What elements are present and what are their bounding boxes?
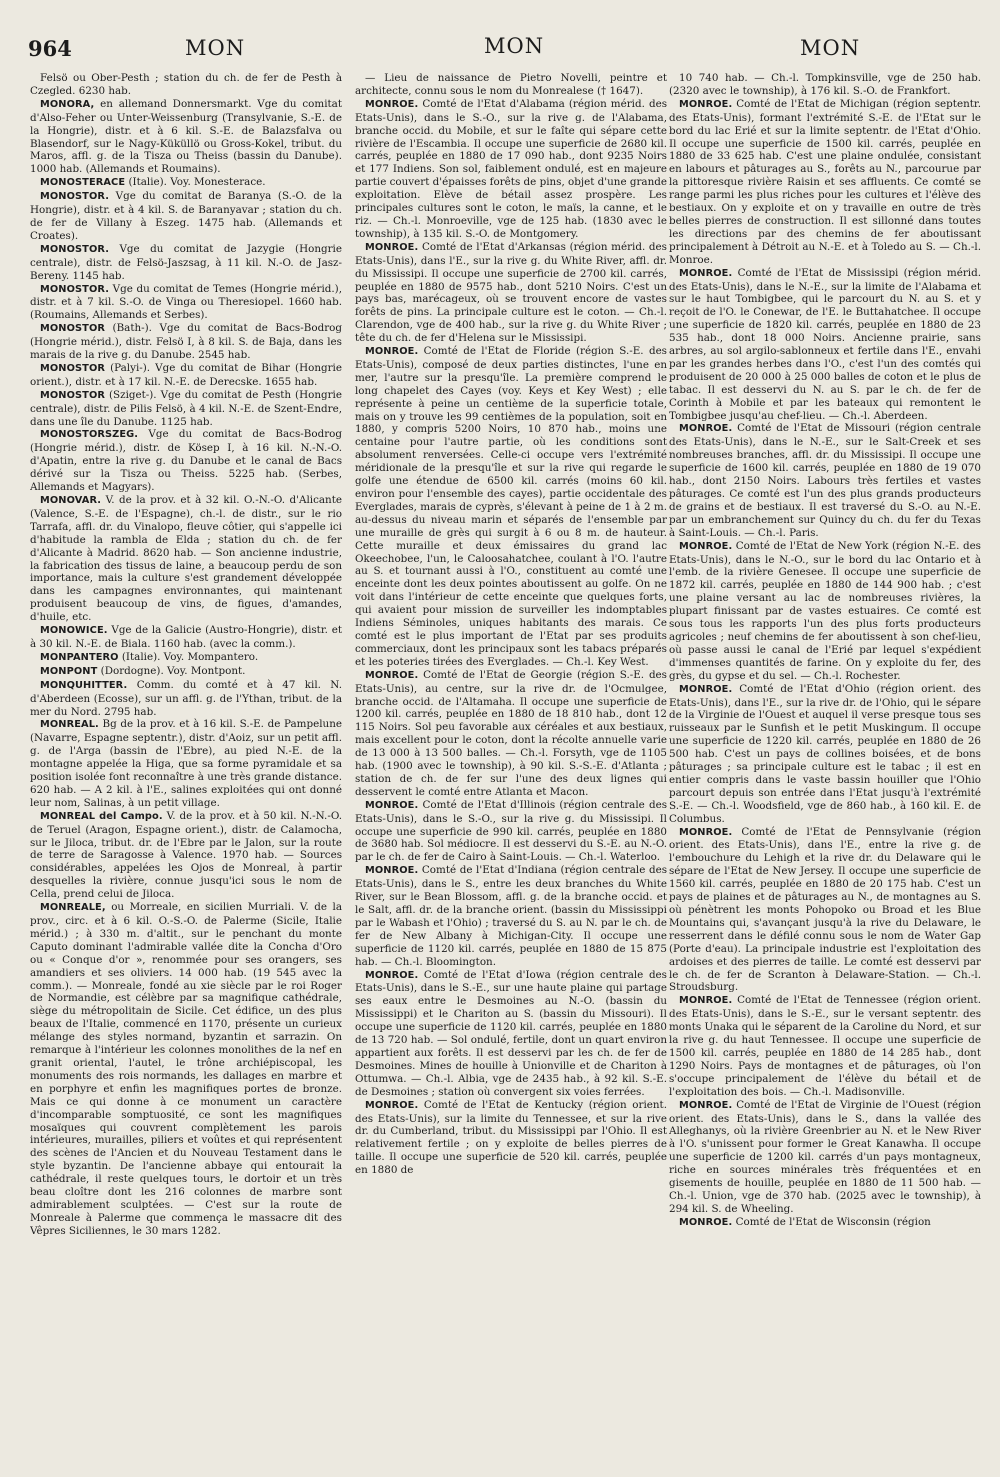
- entry-text: (Palyi-). Vge du comitat de Bihar (Hongrie orient.), distr. et à 17 kil. N.-E. de Derecske. 1655 hab.: [30, 361, 342, 388]
- entry-text: Comté de l'Etat de Tennessee (région orient. des Etats-Unis), dans le S.-E., sur le versant septentr. des monts Unaka qui le séparent de la Caroline du Nord, et sur la rive g. du haut Tennessee. Il occupe une superficie de 1500 kil. carrés, peuplée en 1880 de 14 285 hab., dont 1290 Noirs. Pays de montagnes et de pâturages, où l'on s'occupe principalement de l'élève du bétail et de l'exploitation des bois. — Ch.-l. Madisonville.: [669, 994, 981, 1098]
- entry-headword: MONROE.: [365, 1099, 419, 1111]
- dictionary-entry: [30, 190, 342, 243]
- dictionary-entry: [355, 1099, 667, 1177]
- entry-text: (Bath-). Vge du comitat de Bacs-Bodrog (Hongrie mérid.), distr. Felsö I, à 8 kil. S. de Baja, dans les marais de la rive g. du Danube. 2545 hab.: [30, 322, 342, 362]
- entry-text: Comté de l'Etat d'Arkansas (région mérid. des Etats-Unis), dans l'E., sur la rive g. du White River, affl. dr. du Mississipi. Il occupe une superficie de 2700 kil. carrés, peuplée en 1880 de 9575 hab., dont 5210 Noirs. C'est un pays bas, marécageux, où se trouvent encore de vastes forêts de pins. La principale culture est le coton. — Ch.-l. Clarendon, vge de 400 hab., sur la rive g. du White River ; tête du ch. de fer d'Helena sur le Mississipi.: [355, 240, 667, 345]
- dictionary-entry: [30, 322, 342, 362]
- entry-headword: MONROE.: [365, 865, 419, 877]
- entry-text: Vge du comitat de Temes (Hongrie mérid.), distr. et à 7 kil. S.-O. de Vinga ou Theresiopel. 1660 hab. (Roumains, Allemands et Serbes).: [30, 282, 342, 322]
- entry-text: Comté de l'Etat d'Indiana (région centrale des Etats-Unis), dans le S., entre les deux branches du White River, sur le Bean Blossom, affl. g. de la branche occid. et le Salt, affl. dr. de la branche orient. (bassin du Mississippi par le Wabash et l'Ohio) ; traversé du S. au N. par le ch. de fer de New Albany à Michigan-City. Il occupe une superficie de 1120 kil. carrés, peuplée en 1880 de 15 875 hab. — Ch.-l. Bloomington.: [355, 864, 667, 968]
- entry-text: V. de la prov. et à 50 kil. N.-N.-O. de Teruel (Aragon, Espagne orient.), distr. de Calamocha, sur le Jiloca, tribut. dr. de l'Ebre par le Jalon, sur la route de terre de Saragosse à Valence. 1970 hab. — Sources considérables, appelées les Ojos de Monreal, à partir desquelles la rivière, connue jusqu'ici sous le nom de Cella, prend celui de Jiloca.: [30, 809, 342, 901]
- entry-headword: MONROE.: [365, 969, 419, 981]
- dictionary-entry: [30, 901, 342, 1238]
- entry-text: Comté de l'Etat d'Alabama (région mérid. des Etats-Unis), dans le S.-O., sur la rive g. de l'Alabama, branche occid. du Mobile, et sur le faîte qui sépare cette rivière de l'Escambia. Il occupe une superficie de 2680 kil. carrés, peuplée en 1880 de 17 090 hab., dont 9235 Noirs et 177 Indiens. Son sol, faiblement ondulé, est en majeure partie couvert d'épaisses forêts de pins, objet d'une grande exploitation. Elève de bétail assez prospère. Les principales cultures sont le coton, le maïs, la canne, et le riz. — Ch.-l. Monroeville, vge de 125 hab. (1830 avec le township), à 135 kil. S.-O. de Montgomery.: [355, 97, 667, 240]
- dictionary-entry: [669, 267, 981, 423]
- entry-text: Felsö ou Ober-Pesth ; station du ch. de fer de Pesth à Czegled. 6230 hab.: [30, 72, 342, 97]
- entry-text: (Dordogne). Voy. Montpont.: [100, 664, 246, 677]
- running-head-center: MON: [484, 34, 545, 58]
- page-number: 964: [28, 36, 72, 61]
- dictionary-entry: [30, 679, 342, 719]
- entry-text: (Sziget-). Vge du comitat de Pesth (Hongrie centrale), distr. de Pilis Felsö, à 4 kil. N.-E. de Szent-Endre, dans une île du Danube. 1125 hab.: [30, 388, 342, 428]
- entry-headword: MONOWICE.: [40, 625, 108, 637]
- entry-headword: MONOVAR.: [40, 495, 102, 506]
- entry-text: Vge du comitat de Baranya (S.-O. de la Hongrie), distr. et à 4 kil. S. de Baranyavar ; station du ch. de fer de Villany à Eszeg. 1475 hab. (Allemands et Croates).: [30, 190, 342, 242]
- entry-headword: MONOSTOR: [40, 323, 106, 335]
- dictionary-entry: [355, 799, 667, 865]
- dictionary-entry: [669, 994, 981, 1098]
- entry-headword: MONPONT: [40, 665, 98, 677]
- dictionary-entry: [669, 72, 981, 98]
- running-head-right: MON: [800, 36, 861, 60]
- entry-headword: MONROE.: [365, 346, 419, 358]
- entry-text: en allemand Donnersmarkt. Vge du comitat d'Also-Feher ou Unter-Weissenburg (Transylvanie, S.-E. de la Hongrie), distr. et à 6 kil. S.-E. de Balazsfalva ou Blasendorf, sur le Nagy-Küküllö ou Gross-Kokel, tribut. du Maros, affl. g. de la Tisza ou Theiss (bassin du Danube). 1000 hab. (Allemands et Roumains).: [30, 97, 342, 176]
- entry-headword: MONREAL.: [40, 719, 99, 731]
- entry-text: Comté de l'Etat de Floride (région S.-E. des Etats-Unis), composé de deux parties distinctes, l'une en mer, l'autre sur la presqu'île. La première comprend le long chapelet des Cayes (voy. Keys et Key West) ; elle représente à peine un centième de la superficie totale, mais on y trouve les 99 centièmes de la population, soit en 1880, y compris 5200 Noirs, 10 870 hab., moins une centaine pour l'autre partie, où les conditions sont absolument renversées. Celle-ci occupe vers l'extrémité méridionale de la presqu'île et sur la rive qui regarde le golfe une étendue de 6500 kil. carrés (moins 60 kil. environ pour l'ensemble des cayes), partie occidentale des Everglades, marais de cyprès, s'élevant à peine de 1 à 2 m. au-dessus du niveau marin et séparés de l'ensemble par une muraille de grès qui surgit à 6 ou 8 m. de hauteur. Cette muraille et deux émissaires du grand lac Okeechobee, l'un, le Caloosahatchee, coulant à l'O. l'autre au S. et tournant aussi à l'O., constituent au comté une enceinte dont les deux pointes aboutissent au golfe. On ne voit dans l'intérieur de cette enceinte que quelques forts, qui avaient pour mission de surveiller les indomptables Indiens Séminoles, uniques habitants des marais. Ce comté est le plus important de l'Etat par ses produits commerciaux, dont les principaux sont les tabacs préparés et les poteries tirées des Everglades. — Ch.-l. Key West.: [355, 345, 667, 668]
- entry-text: Comté de l'Etat d'Illinois (région centrale des Etats-Unis), dans le S.-O., sur la rive g. du Mississipi. Il occupe une superficie de 990 kil. carrés, peuplée en 1880 de 3680 hab. Sol médiocre. Il est desservi du S.-E. au N.-O. par le ch. de fer de Cairo à Saint-Louis. — Ch.-l. Waterloo.: [355, 798, 667, 864]
- entry-text: (Italie). Voy. Monesterace.: [128, 176, 266, 189]
- column-1: [30, 72, 342, 1467]
- dictionary-entry: [30, 72, 342, 98]
- entry-text: Comté de l'Etat d'Ohio (région orient. des Etats-Unis), dans l'E., sur la rive dr. de l'Ohio, qui le sépare de la Virginie de l'Ouest et auquel il verse presque tous ses ruisseaux par le Sunfish et le petit Muskingum. Il occupe une superficie de 1220 kil. carrés, peuplée en 1880 de 26 500 hab. C'est un pays de collines boisées, et de bons pâturages ; sa principale culture est le tabac ; il est en entier compris dans le vaste bassin houiller que l'Ohio parcourt depuis son entrée dans l'Etat jusqu'à l'extrémité S.-E. — Ch.-l. Woodsfield, vge de 860 hab., à 160 kil. E. de Columbus.: [669, 682, 981, 825]
- dictionary-entry: [30, 651, 342, 665]
- entry-headword: MONROE.: [679, 267, 733, 279]
- dictionary-entry: [355, 864, 667, 968]
- entry-text: Comté de l'Etat de Wisconsin (région: [735, 1215, 931, 1228]
- entry-text: Comté de l'Etat de Kentucky (région orient. des Etats-Unis), sur la limite du Tennessee, et sur la rive dr. du Cumberland, tribut. du Mississippi par l'Ohio. Il est relativement fertile ; on y exploite de belles pierres de taille. Il occupe une superficie de 520 kil. carrés, peuplée en 1880 de: [355, 1098, 667, 1177]
- dictionary-entry: [30, 428, 342, 494]
- entry-headword: MONROE.: [679, 98, 733, 110]
- dictionary-entry: [355, 669, 667, 799]
- entry-text: (Italie). Voy. Mompantero.: [121, 650, 259, 663]
- entry-headword: MONORA,: [40, 98, 95, 110]
- entry-headword: MONOSTERACE: [40, 177, 126, 189]
- entry-headword: MONPANTERO: [40, 651, 119, 663]
- entry-headword: MONROE.: [365, 799, 419, 811]
- dictionary-entry: [669, 540, 981, 683]
- entry-text: Vge de la Galicie (Austro-Hongrie), distr. et à 30 kil. N.-E. de Biala. 1160 hab. (avec la comm.).: [30, 624, 342, 650]
- entry-text: Comté de l'Etat de New York (région N.-E. des Etats-Unis), dans le N.-O., sur le bord du lac Ontario et à l'emb. de la rivière Genesee. Il occupe une superficie de 1872 kil. carrés, peuplée en 1880 de 144 900 hab. ; c'est une plaine versant au lac de nombreuses rivières, la plupart finissant par de vastes estuaires. Ce comté est sous tous les rapports l'un des plus forts producteurs agricoles ; neuf chemins de fer aboutissent à son chef-lieu, où passe aussi le canal de l'Erié par lequel s'expédient d'immenses quantités de farine. On y exploite du fer, des grès, du gypse et du sel. — Ch.-l. Rochester.: [669, 539, 981, 682]
- dictionary-entry: [355, 241, 667, 345]
- dictionary-entry: [669, 98, 981, 267]
- dictionary-entry: [30, 665, 342, 679]
- entry-text: Comté de l'Etat de Mississipi (région mérid. des Etats-Unis), dans le N.-E., sur la limite de l'Alabama et sur le haut Tombigbee, qui le parcourt du N. au S. et y reçoit de l'O. le Conewar, de l'E. le Buttahatchee. Il occupe une superficie de 1820 kil. carrés, peuplée en 1880 de 23 535 hab., dont 18 000 Noirs. Ancienne prairie, sans arbres, au sol argilo-sablonneux et fertile dans l'E., envahi par les grandes herbes dans l'O., c'est l'un des comtés qui produisent de 20 000 à 25 000 balles de coton et le plus de tabac. Il est desservi du N. au S. par le ch. de fer de Corinth à Mobile et par les bateaux qui remontent le Tombigbee jusqu'au chef-lieu. — Ch.-l. Aberdeen.: [669, 266, 981, 422]
- entry-headword: MONROE.: [679, 995, 733, 1007]
- dictionary-entry: [355, 72, 667, 98]
- entry-headword: MONOSTOR: [40, 389, 106, 401]
- entry-text: Comté de l'Etat de Michigan (région septentr. des Etats-Unis), formant l'extrémité S.-E. de l'Etat sur le bord du lac Erié et sur la limite septentr. de l'Etat d'Ohio. Il occupe une superficie de 1500 kil. carrés, peuplée en 1880 de 33 625 hab. C'est une plaine ondulée, consistant en labours et pâturages au S., forêts au N., parcourue par la pittoresque rivière Raisin et ses affluents. Ce comté se range parmi les plus riches pour les cultures et l'élève des bestiaux. On y exploite et on y travaille en outre de très belles pierres de construction. Il est sillonné dans toutes les directions par des chemins de fer aboutissant principalement à Détroit au N.-E. et à Toledo au S. — Ch.-l. Monroe.: [669, 97, 981, 266]
- entry-headword: MONOSTOR: [40, 362, 106, 374]
- entry-headword: MONROE.: [679, 683, 733, 695]
- column-2: [355, 72, 667, 1467]
- dictionary-entry: [30, 389, 342, 429]
- entry-text: Comté de l'Etat de Pennsylvanie (région orient. des Etats-Unis), dans l'E., entre la rive g. de l'embouchure du Lehigh et la rive dr. du Delaware qui le sépare de l'Etat de New Jersey. Il occupe une superficie de 1560 kil. carrés, peuplée en 1880 de 20 175 hab. C'est un pays de plaines et de pâturages au N., de montagnes au S. où pénètrent les monts Pohopoko ou Broad et les Blue Mountains qui, s'avançant jusqu'à la rive du Delaware, le resserrent dans le défilé connu sous le nom de Water Gap (Porte d'eau). La principale industrie est l'exploitation des ardoises et des pierres de taille. Le comté est desservi par le ch. de fer de Scranton à Delaware-Station. — Ch.-l. Stroudsburg.: [669, 825, 981, 994]
- dictionary-entry: [30, 283, 342, 323]
- entry-headword: MONOSTOR.: [40, 191, 110, 203]
- entry-text: Comté de l'Etat de Virginie de l'Ouest (région orient. des Etats-Unis), dans le S., dans la vallée des Alleghanys, où la rivière Greenbrier au N. et le New River à l'O. s'unissent pour former le Great Kanawha. Il occupe une superficie de 1200 kil. carrés d'un pays montagneux, riche en sources minérales très fréquentées et en gisements de houille, peuplée en 1880 de 11 500 hab. — Ch.-l. Union, vge de 370 hab. (2025 avec le township), à 294 kil. S. de Wheeling.: [669, 1098, 981, 1215]
- entry-text: Comté de l'Etat de Georgie (région S.-E. des Etats-Unis), au centre, sur la rive dr. de l'Ocmulgee, branche occid. de l'Altamaha. Il occupe une superficie de 1200 kil. carrés, peuplée en 1880 de 18 810 hab., dont 12 115 Noirs. Sol peu favorable aux céréales et aux bestiaux, mais excellent pour le coton, dont la récolte annuelle varie de 13 000 à 13 500 balles. — Ch.-l. Forsyth, vge de 1105 hab. (1900 avec le township), à 90 kil. S.-S.-E. d'Atlanta ; station de ch. de fer sur l'une des deux lignes qui desservent le comté entre Atlanta et Macon.: [355, 668, 667, 798]
- entry-text: Comté de l'Etat d'Iowa (région centrale des Etats-Unis), dans le S.-E., sur une haute plaine qui partage ses eaux entre le Desmoines au N.-O. (bassin du Mississippi) et le Chariton au S. (bassin du Missouri). Il occupe une superficie de 1120 kil. carrés, peuplée en 1880 de 13 720 hab. — Sol ondulé, fertile, dont un quart environ appartient aux forêts. Il est desservi par les ch. de fer de Desmoines. Mines de houille à Unionville et de Chariton à Ottumwa. — Ch.-l. Albia, vge de 2435 hab., à 92 kil. S.-E. de Desmoines ; station où convergent six voies ferrées.: [355, 968, 667, 1098]
- dictionary-entry: [30, 810, 342, 901]
- dictionary-entry: [669, 422, 981, 539]
- dictionary-entry: [669, 1099, 981, 1216]
- entry-headword: MONROE.: [679, 1099, 733, 1111]
- entry-headword: MONREALE,: [40, 902, 106, 914]
- entry-headword: MONOSTOR.: [40, 243, 110, 255]
- entry-text: V. de la prov. et à 32 kil. O.-N.-O. d'Alicante (Valence, S.-E. de l'Espagne), ch.-l. de distr., sur le rio Tarrafa, affl. dr. du Vinalopo, fleuve côtier, qui s'appelle ici d'habitude la rambla de Elda ; station du ch. de fer d'Alicante à Madrid. 8620 hab. — Son ancienne industrie, la fabrication des tissus de laine, a beaucoup perdu de son importance, mais la culture s'est grandement développée dans les campagnes environnantes, qui maintenant produisent beaucoup de vins, de figues, d'amandes, d'huile, etc.: [30, 494, 342, 624]
- dictionary-entry: [355, 345, 667, 669]
- dictionary-entry: [30, 362, 342, 389]
- entry-text: Comm. du comté et à 47 kil. N. d'Aberdeen (Ecosse), sur un affl. g. de l'Ythan, tribut. de la mer du Nord. 2795 hab.: [30, 678, 342, 718]
- dictionary-entry: [669, 826, 981, 995]
- entry-headword: MONROE.: [679, 1216, 733, 1228]
- dictionary-entry: [30, 624, 342, 651]
- dictionary-entry: [355, 98, 667, 241]
- dictionary-entry: [669, 1216, 981, 1230]
- entry-headword: MONROE.: [679, 826, 733, 838]
- entry-text: Comté de l'Etat de Missouri (région centrale des Etats-Unis), dans le N.-E., sur le Salt-Creek et ses nombreuses branches, affl. dr. du Mississipi. Il occupe une superficie de 1600 kil. carrés, peuplée en 1880 de 19 070 hab., dont 2150 Noirs. Labours très fertiles et vastes pâturages. Ce comté est l'un des plus grands producteurs de grains et de bestiaux. Il est traversé du S.-O. au N.-E. par un embranchement sur Quincy du ch. du fer du Texas à Saint-Louis. — Ch.-l. Paris.: [669, 422, 981, 539]
- dictionary-entry: [30, 98, 342, 176]
- entry-text: — Lieu de naissance de Pietro Novelli, peintre et architecte, connu sous le nom du Monrealese († 1647).: [355, 72, 667, 97]
- dictionary-entry: [30, 718, 342, 809]
- dictionary-entry: [669, 683, 981, 826]
- entry-headword: MONREAL del Campo.: [40, 810, 163, 822]
- entry-text: Vge du comitat de Bacs-Bodrog (Hongrie mérid.), distr. de Kösep I, à 16 kil. N.-N.-O. d'Apatin, entre la rive g. du Danube et le canal de Bacs dérivé sur la Tisza ou Theiss. 5225 hab. (Serbes, Allemands et Magyars).: [30, 428, 342, 494]
- dictionary-entry: [30, 494, 342, 624]
- dictionary-entry: [30, 243, 342, 283]
- entry-headword: MONROE.: [679, 423, 733, 435]
- running-head-left: MON: [185, 36, 246, 60]
- entry-headword: MONROE.: [679, 540, 733, 552]
- entry-headword: MONROE.: [365, 98, 419, 110]
- entry-headword: MONOSTOR.: [40, 283, 110, 295]
- entry-text: 10 740 hab. — Ch.-l. Tompkinsville, vge de 250 hab. (2320 avec le township), à 176 kil. S.-O. de Frankfort.: [669, 72, 981, 97]
- entry-headword: MONQUHITTER.: [40, 679, 128, 691]
- column-3: [669, 72, 981, 1467]
- entry-headword: MONROE.: [365, 669, 419, 681]
- dictionary-entry: [355, 969, 667, 1099]
- entry-text: Bg de la prov. et à 16 kil. S.-E. de Pampelune (Navarre, Espagne septentr.), distr. d'Aoiz, sur un petit affl. g. de l'Arga (bassin de l'Ebre), au pied N.-E. de la montagne appelée la Higa, que sa forme pyramidale et sa position isolée font reconnaître à une très grande distance. 620 hab. — A 2 kil. à l'E., salines exploitées qui ont donné leur nom, Salinas, à un petit village.: [30, 718, 342, 809]
- dictionary-entry: [30, 176, 342, 190]
- entry-headword: MONROE.: [365, 241, 419, 253]
- entry-headword: MONOSTORSZEG.: [40, 429, 139, 441]
- entry-text: ou Morreale, en sicilien Murriali. V. de la prov., circ. et à 6 kil. O.-S.-O. de Palerme (Sicile, Italie mérid.) ; à 330 m. d'altit., sur le penchant du monte Caputo dominant l'admirable vallée dite la Concha d'Oro ou « Conque d'or », renommée pour ses orangers, ses amandiers et ses oliviers. 14 000 hab. (19 545 avec la comm.). — Monreale, fondé au xie siècle par le roi Roger de Normandie, est célèbre par sa magnifique cathédrale, siège du métropolitain de Sicile. Cet édifice, un des plus beaux de l'Italie, commencé en 1170, présente un curieux mélange des styles normand, byzantin et sarrazin. On remarque à l'intérieur les colonnes monolithes de la nef en granit oriental, l'autel, le trône archiépiscopal, les monuments des rois normands, les dallages en marbre et en porphyre et enfin les magnifiques portes de bronze. Mais ce qui donne à ce monument un caractère d'incomparable somptuosité, ce sont les magnifiques mosaïques qui couvrent complètement les parois intérieures, murailles, piliers et voûtes et qui représentent des scènes de l'Ancien et du Nouveau Testament dans le style byzantin. De l'ancienne abbaye qui entourait la cathédrale, il reste quelques tours, le dortoir et un très beau cloître dont les 216 colonnes de marbre sont admirablement sculptées. — C'est sur la route de Monreale à Palerme que commença le massacre dit des Vêpres Siciliennes, le 30 mars 1282.: [30, 901, 342, 1237]
- entry-text: Vge du comitat de Jazygie (Hongrie centrale), distr. de Felsö-Jaszsag, à 11 kil. N.-O. de Jasz-Bereny. 1145 hab.: [30, 242, 342, 282]
